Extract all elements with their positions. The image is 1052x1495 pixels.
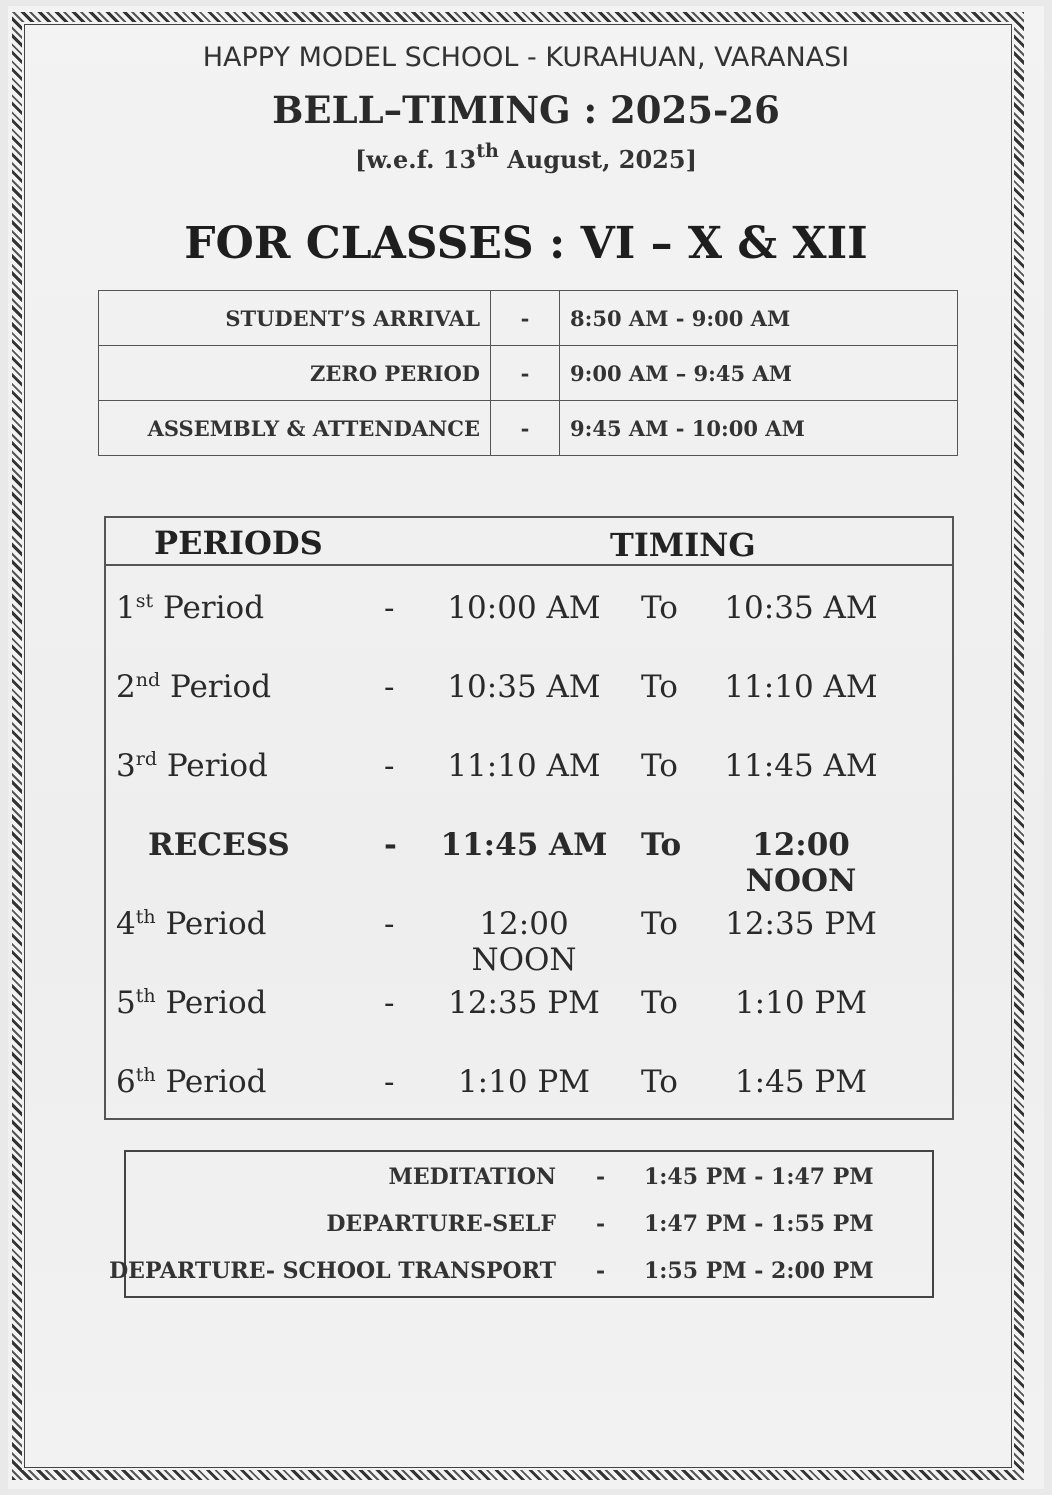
period-row [106,582,952,642]
top-schedule-table [98,290,958,456]
dash: - [384,906,395,942]
end-time: 12:35 PM [725,906,877,942]
end-time: 10:35 AM [724,590,878,626]
dash: - [596,1258,606,1284]
period-label: Period [153,590,265,626]
bell-timing-title: BELL–TIMING : 2025-26 [272,88,780,132]
schedule-time: 9:00 AM – 9:45 AM [560,346,958,401]
period-label: Period [156,748,268,784]
period-label: Period [160,669,272,705]
period-number: 5 [116,985,136,1021]
period-name [116,669,271,705]
dash: - [384,985,395,1021]
schedule-label: MEDITATION [388,1164,556,1190]
table-row [99,346,958,401]
to-label: To [641,748,678,784]
schedule-label: STUDENT’S ARRIVAL [99,291,491,346]
schedule-time: 9:45 AM - 10:00 AM [560,401,958,456]
period-number: 1 [116,590,136,626]
start-time: 10:35 AM [447,669,601,705]
to-label: To [641,827,682,863]
period-number: 4 [116,906,136,942]
periods-table [104,516,954,1120]
dash: - [384,669,395,705]
dash: - [596,1164,606,1190]
timing-column-header: TIMING [610,526,756,564]
period-row [106,1056,952,1116]
start-time: 11:45 AM [440,827,608,863]
dash: - [491,346,560,401]
end-time: 12:00 NOON [745,827,857,899]
period-number: 3 [116,748,136,784]
ordinal-suffix: th [135,1064,156,1086]
end-time: 1:45 PM [734,1064,868,1100]
period-label: Period [155,985,267,1021]
to-label: To [641,985,678,1021]
table-row [126,1164,932,1204]
period-name [116,748,268,784]
period-number: 2 [116,669,136,705]
dash: - [596,1211,606,1237]
schedule-time: 1:45 PM - 1:47 PM [644,1164,874,1190]
recess-row [106,819,952,899]
dash: - [384,1064,395,1100]
schedule-time: 1:47 PM - 1:55 PM [644,1211,874,1237]
to-label: To [641,1064,678,1100]
period-row [106,977,952,1037]
schedule-label: ZERO PERIOD [99,346,491,401]
recess-label: RECESS [148,827,290,863]
table-row [109,1258,932,1298]
period-name [116,1064,267,1100]
ordinal-suffix: st [135,590,154,612]
wef-prefix: [w.e.f. 13 [355,145,477,174]
table-row [99,291,958,346]
school-name: HAPPY MODEL SCHOOL - KURAHUAN, VARANASI [202,42,850,73]
schedule-label: DEPARTURE-SELF [326,1211,556,1237]
dash: - [384,748,395,784]
to-label: To [641,669,678,705]
start-time: 1:10 PM [457,1064,591,1100]
start-time: 10:00 AM [447,590,601,626]
table-row [99,401,958,456]
start-time: 11:10 AM [447,748,601,784]
departure-table [109,1150,934,1298]
start-time: 12:00 NOON [471,906,577,978]
dash: - [491,291,560,346]
to-label: To [641,906,678,942]
period-name [116,985,267,1021]
schedule-label: DEPARTURE- SCHOOL TRANSPORT [109,1258,556,1284]
schedule-label: ASSEMBLY & ATTENDANCE [99,401,491,456]
end-time: 1:10 PM [734,985,868,1021]
dash: - [384,827,397,863]
ordinal-suffix: rd [135,748,157,770]
period-number: 6 [116,1064,136,1100]
effective-date [0,140,1052,174]
wef-suffix: August, 2025] [498,145,697,174]
period-label: Period [155,906,267,942]
start-time: 12:35 PM [448,985,600,1021]
periods-header [106,518,952,566]
classes-heading: FOR CLASSES : VI – X & XII [184,218,868,269]
table-row [126,1211,932,1251]
schedule-time: 1:55 PM - 2:00 PM [644,1258,874,1284]
period-name [116,906,267,942]
periods-column-header: PERIODS [154,524,323,562]
end-time: 11:10 AM [724,669,878,705]
period-row [106,661,952,721]
to-label: To [641,590,678,626]
ordinal-suffix: nd [135,669,161,691]
period-row [106,740,952,800]
period-name [116,590,264,626]
dash: - [384,590,395,626]
ordinal-suffix: th [135,906,156,928]
ordinal-suffix: th [135,985,156,1007]
wef-sup: th [476,140,499,162]
end-time: 11:45 AM [724,748,878,784]
period-label: Period [155,1064,267,1100]
schedule-time: 8:50 AM - 9:00 AM [560,291,958,346]
dash: - [491,401,560,456]
period-row [106,898,952,978]
